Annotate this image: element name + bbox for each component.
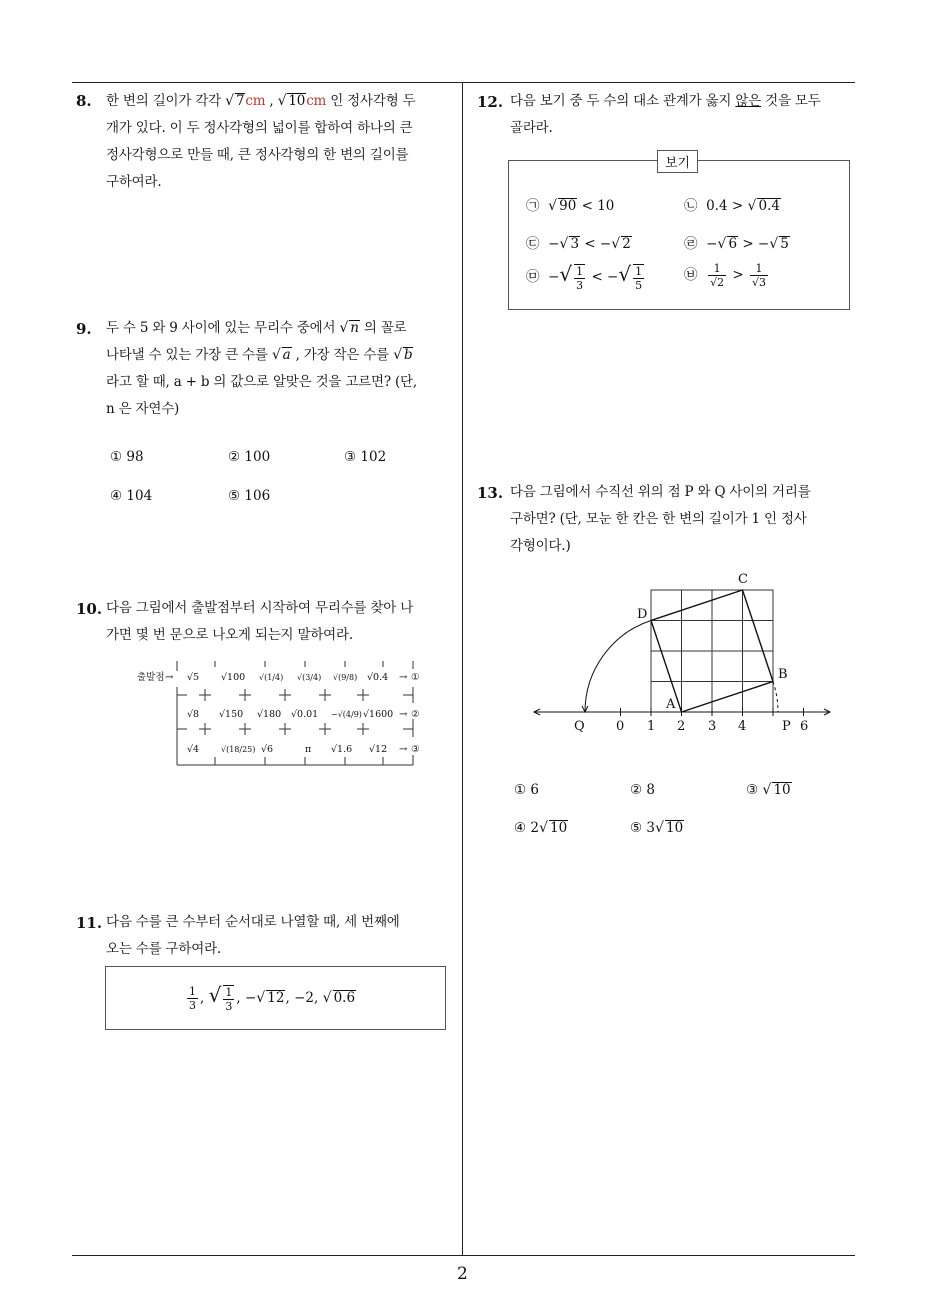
page-number: 2 — [457, 1264, 468, 1284]
maze-cell: √12 — [369, 744, 388, 755]
q9-option-3[interactable]: ③ 102 — [344, 449, 387, 465]
maze-cell: √(18/25) — [221, 745, 256, 754]
bogi-item-5: ㉤ −√ $\frac{1}{3}$ < −√ $\frac{1}{5}$ — [526, 262, 643, 292]
question-11-number: 11. — [76, 914, 103, 932]
maze-cell: √(3/4) — [297, 673, 322, 682]
bogi-item-4: ㉣ −√ 6 > −√ 5 — [684, 236, 789, 252]
question-13-number: 13. — [477, 484, 504, 502]
q13-option-3[interactable]: ③ √ 10 — [746, 782, 791, 798]
q11-expression: $\frac{1}{3}$ , √ $\frac{1}{3}$ , −√ 12, −2, √ 0.6 — [189, 983, 356, 1013]
maze-start-label: 출발점 — [137, 672, 165, 683]
q9-option-2[interactable]: ② 100 — [228, 449, 271, 465]
top-rule — [72, 82, 855, 83]
maze-cell: −√(4/9) — [331, 710, 362, 719]
maze-cell: √0.4 — [367, 672, 389, 683]
tick-4: 4 — [738, 719, 747, 734]
point-b-label: B — [778, 667, 788, 682]
number-line-figure — [530, 568, 840, 768]
question-12-text: 다음 보기 중 두 수의 대소 관계가 옳지 않은 것을 모두 골라라. — [510, 93, 821, 136]
maze-cell: √6 — [261, 744, 274, 755]
svg-text:→: → — [399, 672, 408, 683]
tick-1: 1 — [647, 719, 656, 734]
bogi-item-1: ㉠ √ 90 < 10 — [526, 198, 615, 214]
maze-cell: √0.01 — [291, 709, 319, 720]
maze-cell: √150 — [219, 709, 244, 720]
bogi-item-6: ㉥ $\frac{1}{√2}$ > $\frac{1}{√3}$ — [684, 262, 767, 289]
bogi-label: 보기 — [657, 150, 698, 173]
maze-cell: √(9/8) — [333, 673, 358, 682]
maze-cell: π — [305, 744, 312, 755]
q13-option-5[interactable]: ⑤ 3√ 10 — [630, 820, 684, 836]
maze-exit-1: ① — [411, 672, 420, 683]
bogi-item-3: ㉢ −√ 3 < −√ 2 — [526, 236, 631, 252]
maze-cell: √1.6 — [331, 744, 353, 755]
tick-3: 3 — [708, 719, 717, 734]
point-d-label: D — [637, 607, 648, 622]
svg-text:→: → — [399, 744, 408, 755]
maze-cell: √100 — [221, 672, 246, 683]
question-13-text: 다음 그림에서 수직선 위의 점 P 와 Q 사이의 거리를 구하면? (단, 모눈 한 칸은 한 변의 길이가 1 인 정사 각형이다.) — [510, 484, 811, 554]
q9-option-4[interactable]: ④ 104 — [110, 488, 153, 504]
maze-cell: √180 — [257, 709, 282, 720]
bogi-item-2: ㉡ 0.4 > √ 0.4 — [684, 198, 780, 214]
q13-option-2[interactable]: ② 8 — [630, 782, 655, 798]
maze-cell: √(1/4) — [259, 673, 284, 682]
question-11-text: 다음 수를 큰 수부터 순서대로 나열할 때, 세 번째에 오는 수를 구하여라. — [106, 914, 400, 957]
maze-cell: √1600 — [363, 709, 394, 720]
point-p-label: P — [782, 719, 791, 734]
question-12-number: 12. — [477, 93, 504, 111]
question-8-number: 8. — [76, 92, 92, 110]
tick-6: 6 — [800, 719, 809, 734]
maze-exit-2: ② — [411, 709, 420, 720]
q13-option-4[interactable]: ④ 2√ 10 — [514, 820, 568, 836]
column-divider — [462, 83, 463, 1256]
question-9-number: 9. — [76, 320, 92, 338]
q9-option-1[interactable]: ① 98 — [110, 449, 144, 465]
bottom-rule — [72, 1255, 855, 1256]
maze-cell: √5 — [187, 672, 200, 683]
maze-cell: √8 — [187, 709, 200, 720]
maze-figure — [135, 657, 430, 769]
tick-2: 2 — [677, 719, 686, 734]
point-a-label: A — [666, 697, 676, 712]
question-10-number: 10. — [76, 600, 103, 618]
tick-0: 0 — [616, 719, 625, 734]
question-8-text: 한 변의 길이가 각각 √ 7cm , √ 10cm 인 정사각형 두 개가 있다. 이 두 정사각형의 넓이를 합하여 하나의 큰 정사각형으로 만들 때, 큰 정사각형의 한 변의 길이를 구하여라. — [106, 93, 416, 190]
point-c-label: C — [738, 572, 748, 587]
svg-text:→: → — [399, 709, 408, 720]
point-q-label: Q — [574, 719, 585, 734]
svg-text:→: → — [165, 672, 174, 683]
maze-cell: √4 — [187, 744, 200, 755]
q9-option-5[interactable]: ⑤ 106 — [228, 488, 271, 504]
q13-option-1[interactable]: ① 6 — [514, 782, 539, 798]
maze-exit-3: ③ — [411, 744, 420, 755]
question-10-text: 다음 그림에서 출발점부터 시작하여 무리수를 찾아 나 가면 몇 번 문으로 나오게 되는지 말하여라. — [106, 600, 414, 643]
question-9-text: 두 수 5 와 9 사이에 있는 무리수 중에서 √ n 의 꼴로 나타낼 수 있는 가장 큰 수를 √ a , 가장 작은 수를 √ b 라고 할 때, a + b 의 값으로 알맞은 것을 고르면? (단, n 은 자연수) — [106, 320, 417, 417]
